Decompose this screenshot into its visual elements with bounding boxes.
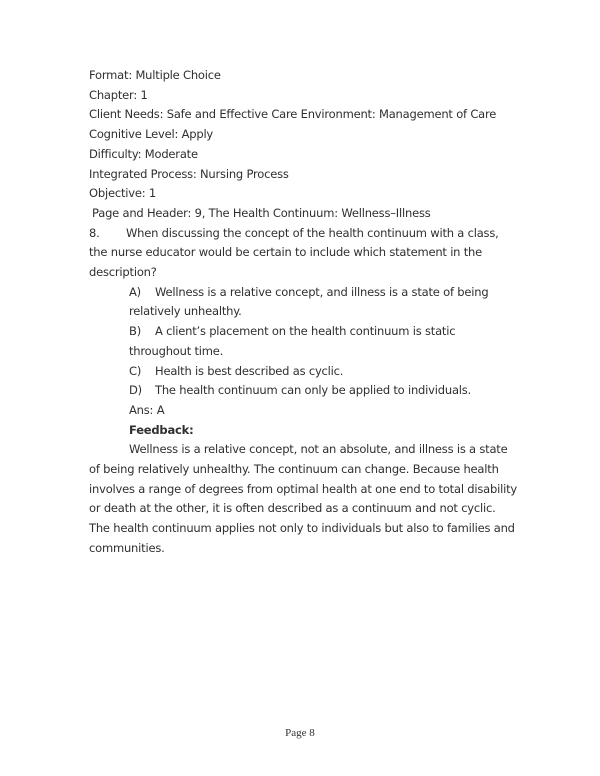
option-a <box>129 283 519 322</box>
option-c-text: Health is best described as cyclic. <box>155 363 344 378</box>
option-d-label: D) <box>129 383 142 398</box>
feedback-text: Wellness is a relative concept, not an absolute, and illness is a state of being relatively unhealthy. The continuum can change. Because health involves a range of degrees from optimal health at one end to total disability or death at the other, it is often described as a continuum and not cyclic. The health continuum applies not only to individuals but also to families and communities. <box>89 442 518 555</box>
meta-client-needs: Client Needs: Safe and Effective Care Environment: Management of Care <box>89 107 497 122</box>
feedback-heading: Feedback: <box>129 422 194 437</box>
meta-difficulty: Difficulty: Moderate <box>89 146 198 161</box>
option-d-text: The health continuum can only be applied to individuals. <box>155 383 472 398</box>
answer-label: Ans: <box>129 402 154 417</box>
option-a-label: A) <box>129 284 141 299</box>
answer-line <box>129 401 519 421</box>
meta-page-and-header: Page and Header: 9, The Health Continuum: Wellness–Illness <box>92 205 431 220</box>
option-b <box>129 322 519 361</box>
option-b-text: A client’s placement on the health continuum is static throughout time. <box>129 324 456 358</box>
meta-cognitive-level: Cognitive Level: Apply <box>89 127 214 142</box>
question-stem <box>89 224 519 283</box>
question-number: 8. <box>89 225 100 240</box>
page-number-footer: Page 8 <box>285 727 315 739</box>
document-content <box>89 66 519 559</box>
meta-chapter: Chapter: 1 <box>89 87 148 102</box>
meta-format: Format: Multiple Choice <box>89 68 221 82</box>
meta-integrated-process: Integrated Process: Nursing Process <box>89 166 289 181</box>
option-c-label: C) <box>129 363 142 378</box>
answer-value: A <box>156 402 165 417</box>
question-text: When discussing the concept of the health continuum with a class, the nurse educator would be certain to include which statement in the description? <box>89 225 499 280</box>
meta-objective: Objective: 1 <box>89 186 156 201</box>
option-b-label: B) <box>129 324 141 339</box>
option-c <box>129 362 519 382</box>
option-a-text: Wellness is a relative concept, and illness is a state of being relatively unhealthy. <box>129 284 489 319</box>
option-d <box>129 381 519 401</box>
